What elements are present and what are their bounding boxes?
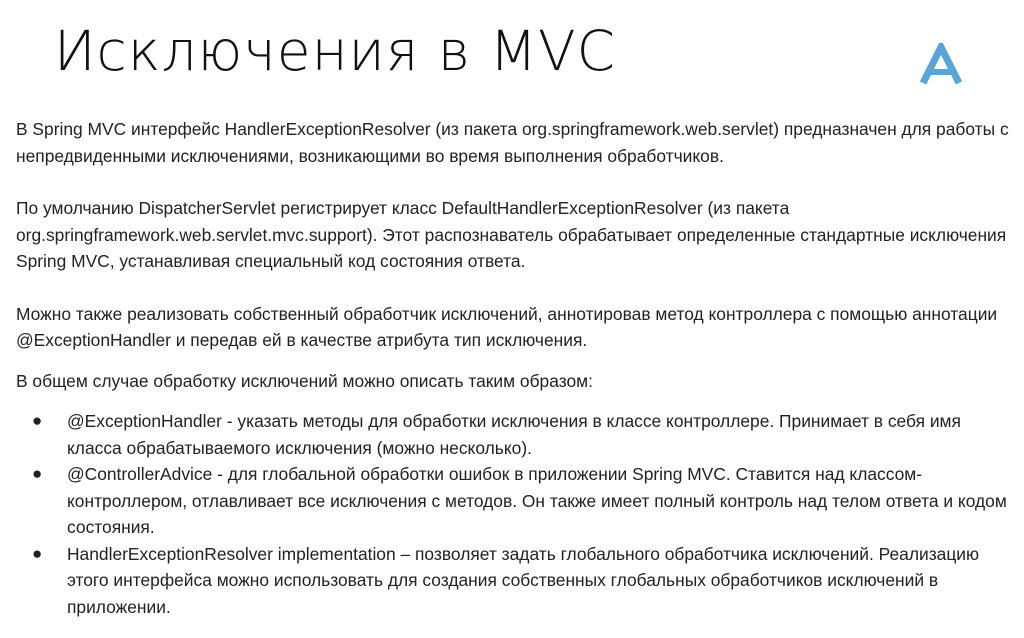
bullet-icon: ● — [32, 543, 43, 563]
paragraph-intro: В Spring MVC интерфейс HandlerExceptionResolver (из пакета org.springframework.web.servlet) предназначен для работы с непредвиденными исключениями, возникающими во время выполнения обработчиков. — [16, 119, 1009, 166]
list-item — [16, 461, 1018, 541]
paragraph-summary: В общем случае обработку исключений можно описать таким образом: — [16, 370, 593, 391]
bullet-icon: ● — [32, 464, 43, 483]
a-logo-icon — [919, 43, 963, 87]
list-item-text: @ControllerAdvice - для глобальной обработки ошибок в приложении Spring MVC. Ставится над классом-контроллером, отлавливает все исключения с методов. Он также имеет полный контроль над телом ответа и кодом состояния. — [67, 464, 1007, 537]
list-item-text: HandlerExceptionResolver implementation – позволяет задать глобального обработчика исключений. Реализацию этого интерфейса можно использовать для создания собственных глобальных обработчиков исключений в приложении. — [67, 543, 980, 617]
a-logo-shape — [923, 47, 959, 83]
paragraph-default-resolver: По умолчанию DispatcherServlet регистрирует класс DefaultHandlerExceptionResolver (из пакета org.springframework.web.servlet.mvc.support). Этот распознаватель обрабатывает определенные стандартные исключения Spring MVC, устанавливая специальный код состояния ответа. — [16, 198, 1007, 271]
paragraph-custom-handler: Можно также реализовать собственный обработчик исключений, аннотировав метод контроллера с помощью аннотации @ExceptionHandler и передав ей в качестве атрибута тип исключения. — [16, 303, 998, 350]
list-item — [16, 408, 1018, 461]
slide-content — [16, 116, 1018, 620]
list-item-text: @ExceptionHandler - указать методы для обработки исключения в классе контроллере. Принимает в себя имя класса обрабатываемого исключения (можно несколько). — [67, 411, 961, 458]
page-title: Исключения в MVC — [54, 19, 616, 83]
bullet-list — [16, 408, 1018, 620]
bullet-icon: ● — [32, 411, 43, 430]
list-item — [16, 541, 1018, 621]
